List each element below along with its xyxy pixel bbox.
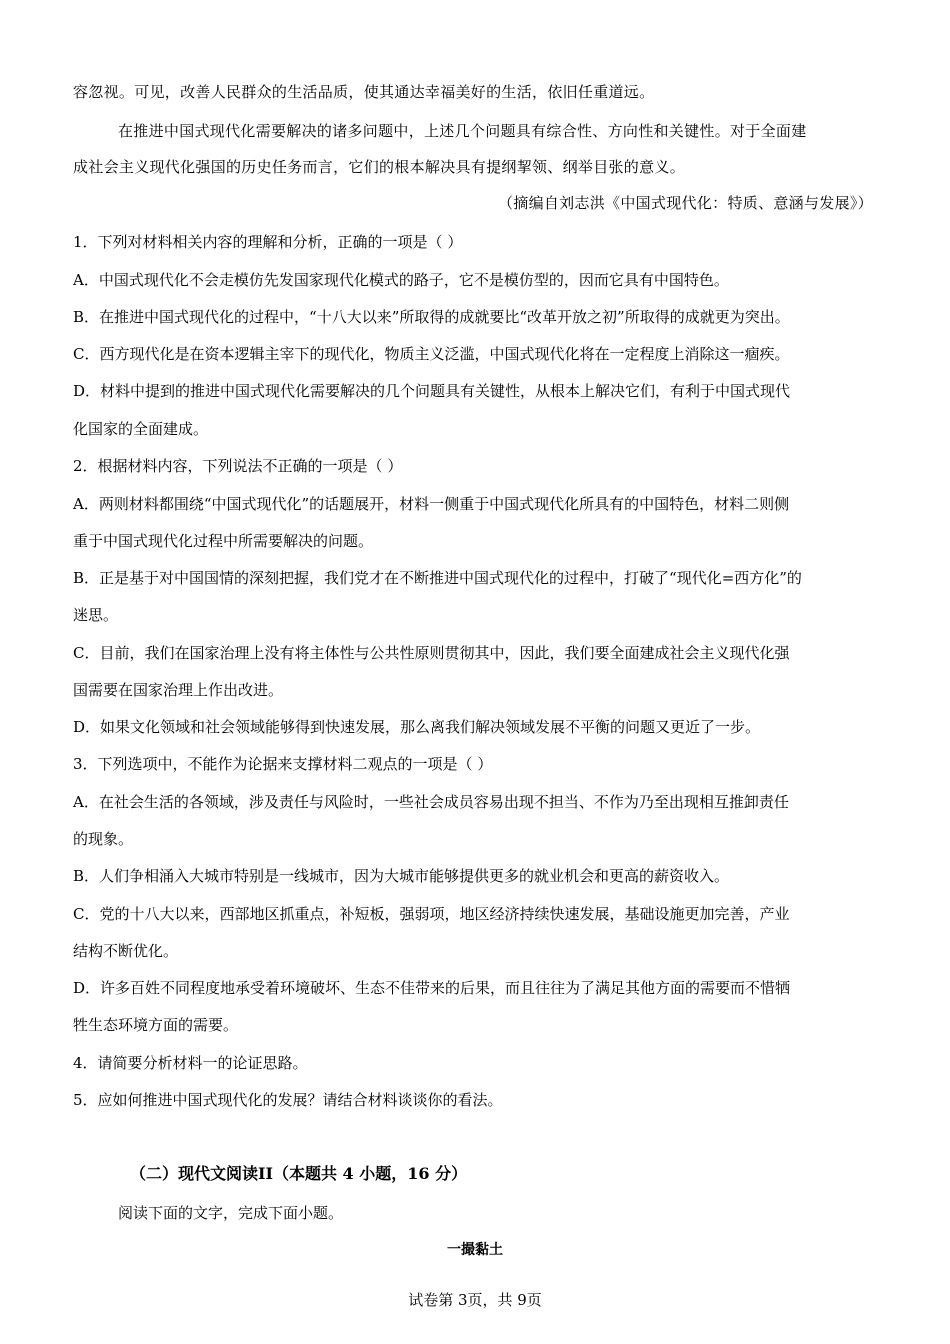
question-1-option-b: B．在推进中国式现代化的过程中，“十八大以来”所取得的成就要比“改革开放之初”所取得的成就更为突出。	[73, 308, 790, 326]
passage-source: （摘编自刘志洪《中国式现代化：特质、意涵与发展》）	[497, 194, 873, 212]
question-4: 4．请简要分析材料一的论证思路。	[73, 1054, 308, 1072]
question-1-stem: 1．下列对材料相关内容的理解和分析，正确的一项是（ ）	[73, 233, 463, 251]
section-instruction: 阅读下面的文字，完成下面小题。	[118, 1204, 344, 1222]
question-3-option-a: A．在社会生活的各领域，涉及责任与风险时，一些社会成员容易出现不担当、不作为乃至出现相互推卸责任	[73, 793, 789, 811]
question-2-option-c-cont: 国需要在国家治理上作出改进。	[73, 681, 284, 699]
story-title: 一撮黏土	[447, 1242, 503, 1258]
passage-paragraph-line: 在推进中国式现代化需要解决的诸多问题中，上述几个问题具有综合性、方向性和关键性。对于全面建	[118, 122, 807, 140]
question-3-option-b: B．人们争相涌入大城市特别是一线城市，因为大城市能够提供更多的就业机会和更高的薪资收入。	[73, 867, 730, 885]
question-3-option-c-cont: 结构不断优化。	[73, 942, 179, 960]
question-2-stem: 2．根据材料内容，下列说法不正确的一项是（ ）	[73, 457, 403, 475]
question-2-option-b-cont: 迷思。	[73, 606, 119, 624]
question-5: 5．应如何推进中国式现代化的发展？请结合材料谈谈你的看法。	[73, 1091, 503, 1109]
question-3-option-c: C．党的十八大以来，西部地区抓重点，补短板，强弱项，地区经济持续快速发展，基础设施更加完善，产业	[73, 905, 790, 923]
question-1-option-a: A．中国式现代化不会走模仿先发国家现代化模式的路子，它不是模仿型的，因而它具有中国特色。	[73, 271, 729, 289]
question-1-option-d: D．材料中提到的推进中国式现代化需要解决的几个问题具有关键性，从根本上解决它们，有利于中国式现代	[73, 382, 791, 400]
page-footer: 试卷第 3页，共 9页	[408, 1291, 542, 1309]
question-1-option-d-cont: 化国家的全面建成。	[73, 420, 209, 438]
question-3-option-d-cont: 牲生态环境方面的需要。	[73, 1016, 239, 1034]
question-2-option-c: C．目前，我们在国家治理上没有将主体性与公共性原则贯彻其中，因此，我们要全面建成社会主义现代化强	[73, 644, 790, 662]
question-3-stem: 3．下列选项中，不能作为论据来支撑材料二观点的一项是（ ）	[73, 755, 493, 773]
question-1-option-c: C．西方现代化是在资本逻辑主宰下的现代化，物质主义泛滥，中国式现代化将在一定程度上消除这一痼疾。	[73, 345, 790, 363]
question-2-option-a: A．两则材料都围绕“中国式现代化”的话题展开，材料一侧重于中国式现代化所具有的中国特色，材料二则侧	[73, 495, 790, 513]
section-heading: （二）现代文阅读II（本题共 4 小题，16 分）	[130, 1164, 468, 1183]
question-3-option-a-cont: 的现象。	[73, 830, 134, 848]
question-2-option-d: D．如果文化领域和社会领域能够得到快速发展，那么离我们解决领域发展不平衡的问题又更近了一步。	[73, 718, 761, 736]
question-3-option-d: D．许多百姓不同程度地承受着环境破坏、生态不佳带来的后果，而且往往为了满足其他方面的需要而不惜牺	[73, 979, 791, 997]
passage-line: 容忽视。可见，改善人民群众的生活品质，使其通达幸福美好的生活，依旧任重道远。	[73, 83, 655, 101]
question-2-option-b: B．正是基于对中国国情的深刻把握，我们党才在不断推进中国式现代化的过程中，打破了“现代化=西方化”的	[73, 569, 802, 587]
question-2-option-a-cont: 重于中国式现代化过程中所需要解决的问题。	[73, 532, 374, 550]
passage-paragraph-line: 成社会主义现代化强国的历史任务而言，它们的根本解决具有提纲挈领、纲举目张的意义。	[73, 158, 686, 176]
